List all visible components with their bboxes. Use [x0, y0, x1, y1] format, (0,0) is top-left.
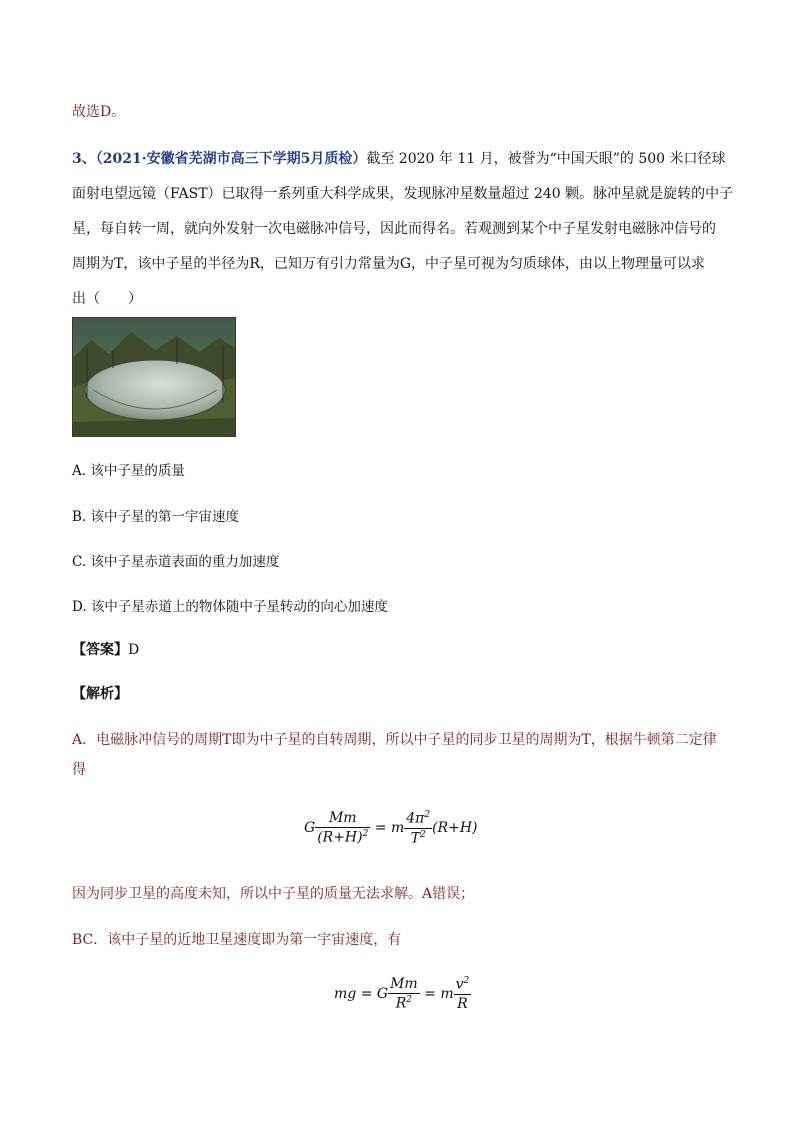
- question-line-5: 出（ ）: [72, 291, 142, 307]
- formula2-den1: [388, 994, 420, 1012]
- answer-value: D: [128, 642, 140, 658]
- analysis-a-conclusion: 因为同步卫星的高度未知，所以中子星的质量无法求解。A错误；: [72, 886, 475, 902]
- formula1-num1: Mm: [315, 810, 370, 828]
- formula2-num2-text: v: [455, 976, 464, 993]
- formula1-m: m: [390, 820, 405, 837]
- intro-text: 故选D。: [72, 104, 126, 120]
- formula2-m: m: [440, 985, 454, 1002]
- formula1-den1-exp: 2: [362, 829, 369, 840]
- question-number: 3、: [72, 151, 96, 167]
- formula1-den2: [404, 829, 432, 847]
- formula1-frac-right: [404, 810, 432, 846]
- formula2-num2-exp: 2: [463, 976, 470, 986]
- option-a-text: 该中子星的质量: [90, 463, 185, 479]
- formula1-num2: [404, 810, 432, 829]
- formula2-den1-exp: 2: [406, 995, 413, 1005]
- formula2-num1: Mm: [390, 976, 418, 992]
- formula2-frac-left: [388, 976, 420, 1012]
- analysis-bc-line: BC．该中子星的近地卫星速度即为第一宇宙速度，有: [72, 932, 402, 948]
- formula-first-cosmic-velocity: [334, 976, 471, 1012]
- option-b-text: 该中子星的第一宇宙速度: [90, 509, 240, 525]
- answer: [72, 632, 728, 668]
- question-source: （2021·安徽省芜湖市高三下学期5月质检）: [95, 151, 367, 167]
- option-d-text: 该中子星赤道上的物体随中子星转动的向心加速度: [90, 599, 388, 615]
- question-line-2: 面射电望远镜（FAST）已取得一系列重大科学成果，发现脉冲星数量超过 240 颗。脉冲星就是旋转的中子: [72, 186, 734, 202]
- option-d: [72, 595, 728, 615]
- formula1-den1: [315, 828, 370, 846]
- formula1-num2-exp: 2: [424, 810, 431, 820]
- option-a: [72, 459, 728, 479]
- formula2-frac-right: [454, 976, 472, 1012]
- question-line-4: 周期为T，该中子星的半径为R，已知万有引力常量为G，中子星可视为匀质球体，由以上物理量可以求: [72, 256, 706, 272]
- analysis-label: 【解析】: [72, 686, 128, 702]
- answer-label: 【答案】: [72, 642, 128, 658]
- question-stem: [72, 142, 734, 317]
- formula1-den1-text: (R+H): [317, 829, 363, 846]
- option-b-label: B.: [72, 509, 87, 525]
- analysis-a-line2: 得: [72, 762, 86, 778]
- formula2-den2: R: [457, 995, 468, 1012]
- formula1-eq: =: [374, 820, 387, 837]
- formula-newton-second-law: [304, 810, 478, 846]
- question-line-1: [72, 142, 728, 177]
- formula1-G: G: [304, 820, 316, 837]
- formula2-eq2: =: [424, 985, 436, 1002]
- analysis-a-line1: A．电磁脉冲信号的周期T即为中子星的自转周期，所以中子星的同步卫星的周期为T，根据牛顿第二定律: [72, 732, 717, 748]
- formula2-num2: [454, 976, 472, 995]
- option-c: [72, 550, 728, 570]
- question-text: 截至 2020 年 11 月，被誉为“中国天眼”的 500 米口径球: [366, 151, 726, 167]
- option-b: [72, 505, 728, 525]
- formula2-den1-text: R: [395, 995, 407, 1012]
- option-c-label: C.: [72, 554, 87, 570]
- formula1-den2-exp: 2: [419, 829, 426, 840]
- formula1-num2-text: 4π: [406, 810, 425, 827]
- formula1-den2-text: T: [410, 830, 420, 847]
- fast-telescope-photo: [72, 317, 236, 437]
- option-d-label: D.: [72, 599, 87, 615]
- option-c-text: 该中子星赤道表面的重力加速度: [90, 554, 280, 570]
- formula2-lhs: mg: [334, 985, 357, 1002]
- formula1-frac-left: [315, 810, 370, 846]
- formula2-eq1: =: [360, 985, 373, 1002]
- option-a-label: A.: [72, 463, 87, 479]
- formula1-tail: (R+H): [432, 820, 478, 837]
- question-line-3: 星，每自转一周，就向外发射一次电磁脉冲信号，因此而得名。若观测到某个中子星发射电磁脉冲信号的: [72, 221, 716, 237]
- formula2-G: G: [376, 985, 389, 1002]
